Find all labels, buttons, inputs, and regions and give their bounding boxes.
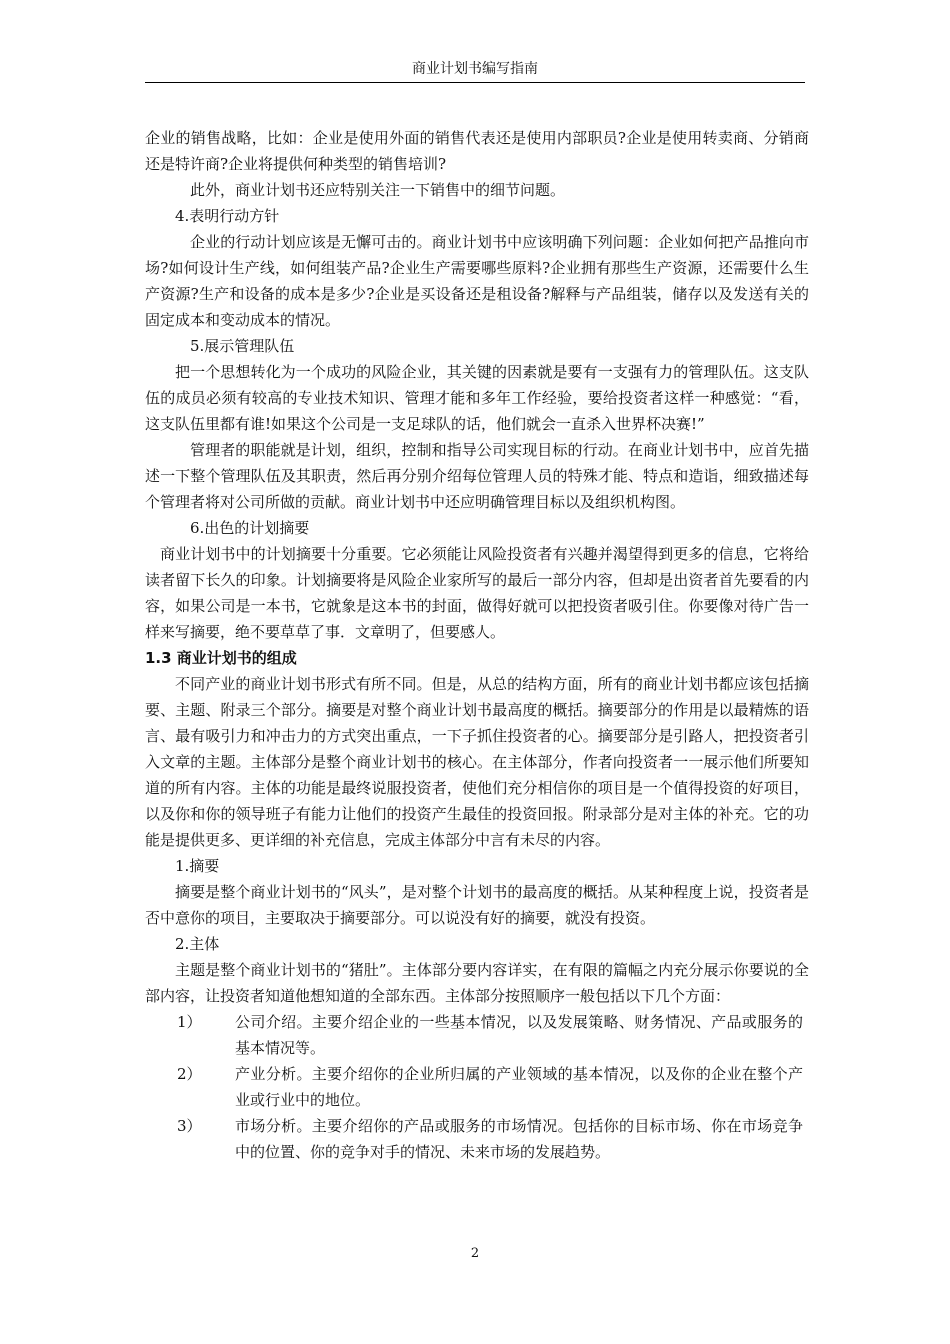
paragraph: 管理者的职能就是计划，组织，控制和指导公司实现目标的行动。在商业计划书中，应首先描述一下整个管理队伍及其职责，然后再分别介绍每位管理人员的特殊才能、特点和造诣，细致描述每个管理者将对公司所做的贡献。商业计划书中还应明确管理目标以及组织机构图。 [145, 441, 809, 511]
list-text: 产业分析。主要介绍你的企业所归属的产业领域的基本情况，以及你的企业在整个产业或行业中的地位。 [235, 1065, 803, 1109]
document-body [145, 125, 809, 1165]
list-number: 3） [177, 1117, 202, 1135]
list-item [145, 1113, 809, 1165]
paragraph: 摘要是整个商业计划书的“风头”，是对整个计划书的最高度的概括。从某种程度上说，投资者是否中意你的项目，主要取决于摘要部分。可以说没有好的摘要，就没有投资。 [145, 883, 809, 927]
section-subheading: 6.出色的计划摘要 [190, 519, 310, 537]
paragraph: 企业的销售战略，比如：企业是使用外面的销售代表还是使用内部职员?企业是使用转卖商、分销商还是特许商?企业将提供何种类型的销售培训? [145, 129, 809, 173]
paragraph: 不同产业的商业计划书形式有所不同。但是，从总的结构方面，所有的商业计划书都应该包括摘要、主题、附录三个部分。摘要是对整个商业计划书最高度的概括。摘要部分的作用是以最精炼的语言、最有吸引力和冲击力的方式突出重点，一下子抓住投资者的心。摘要部分是引路人，把投资者引入文章的主题。主体部分是整个商业计划书的核心。在主体部分，作者向投资者一一展示他们所要知道的所有内容。主体的功能是最终说服投资者，使他们充分相信你的项目是一个值得投资的好项目，以及你和你的领导班子有能力让他们的投资产生最佳的投资回报。附录部分是对主体的补充。它的功能是提供更多、更详细的补充信息，完成主体部分中言有未尽的内容。 [145, 675, 809, 849]
section-heading: 1.3 商业计划书的组成 [145, 649, 297, 667]
list-number: 2） [177, 1065, 202, 1083]
list-text: 公司介绍。主要介绍企业的一些基本情况，以及发展策略、财务情况、产品或服务的基本情况等。 [235, 1013, 803, 1057]
page-number: 2 [470, 1246, 480, 1261]
paragraph: 把一个思想转化为一个成功的风险企业，其关键的因素就是要有一支强有力的管理队伍。这支队伍的成员必须有较高的专业技术知识、管理才能和多年工作经验，要给投资者这样一种感觉：“看，这支队伍里都有谁!如果这个公司是一支足球队的话，他们就会一直杀入世界杯决赛!” [145, 363, 809, 433]
paragraph: 商业计划书中的计划摘要十分重要。它必须能让风险投资者有兴趣并渴望得到更多的信息，它将给读者留下长久的印象。计划摘要将是风险企业家所写的最后一部分内容，但却是出资者首先要看的内容，如果公司是一本书，它就象是这本书的封面，做得好就可以把投资者吸引住。你要像对待广告一样来写摘要，绝不要草草了事．文章明了，但要感人。 [145, 545, 809, 641]
header-title: 商业计划书编写指南 [412, 61, 538, 77]
section-subheading: 5.展示管理队伍 [190, 337, 295, 355]
list-number: 1） [177, 1013, 202, 1031]
list-text: 市场分析。主要介绍你的产品或服务的市场情况。包括你的目标市场、你在市场竞争中的位置、你的竞争对手的情况、未来市场的发展趋势。 [235, 1117, 803, 1161]
list-item [145, 1061, 809, 1113]
section-subheading: 4.表明行动方针 [175, 207, 280, 225]
paragraph: 主题是整个商业计划书的“猪肚”。主体部分要内容详实，在有限的篇幅之内充分展示你要说的全部内容，让投资者知道他想知道的全部东西。主体部分按照顺序一般包括以下几个方面： [145, 961, 809, 1005]
list-item [145, 1009, 809, 1061]
paragraph: 此外，商业计划书还应特别关注一下销售中的细节问题。 [190, 181, 566, 199]
page-header [145, 56, 805, 83]
paragraph: 企业的行动计划应该是无懈可击的。商业计划书中应该明确下列问题：企业如何把产品推向市场?如何设计生产线，如何组装产品?企业生产需要哪些原料?企业拥有那些生产资源，还需要什么生产资源?生产和设备的成本是多少?企业是买设备还是租设备?解释与产品组装，储存以及发送有关的固定成本和变动成本的情况。 [145, 233, 809, 329]
section-subheading: 2.主体 [175, 935, 220, 953]
section-subheading: 1.摘要 [175, 857, 220, 875]
